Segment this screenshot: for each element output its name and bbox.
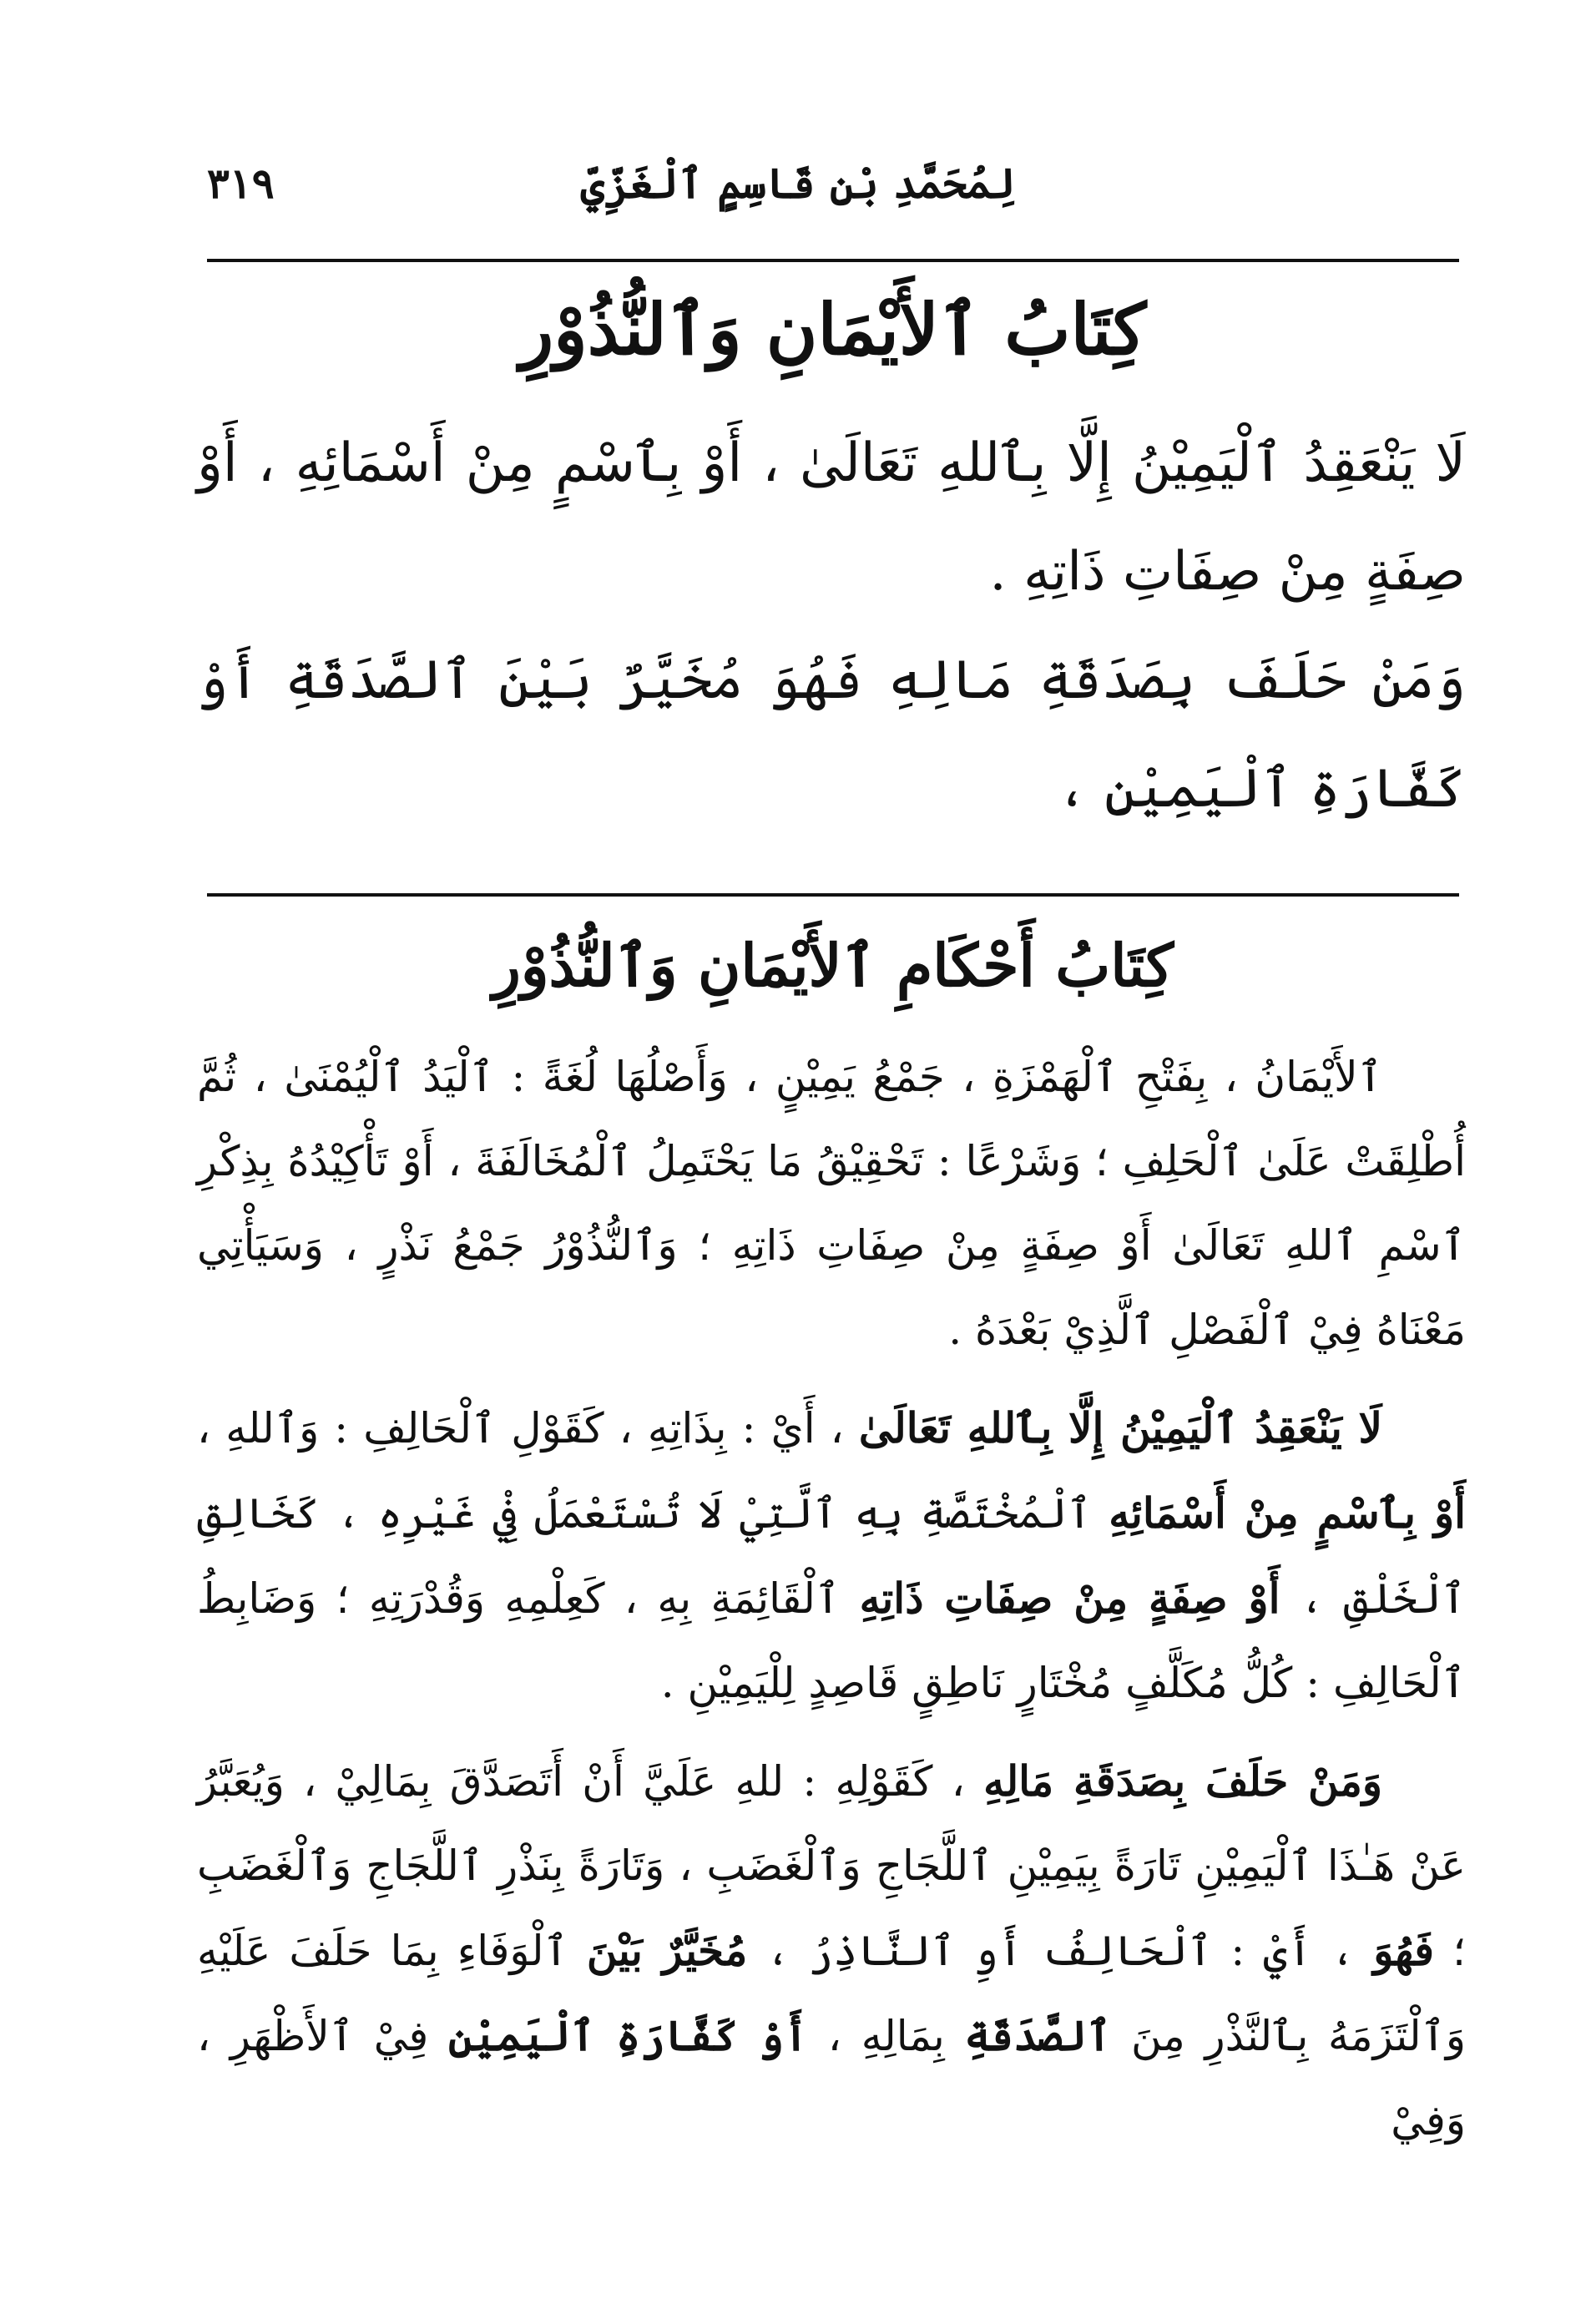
sharh-paragraph <box>197 1386 1466 1725</box>
commentary-text: ٱلْقَائِمَةِ بِهِ ، كَعِلْمِهِ وَقُدْرَتِهِ ؛ وَضَابِطُ ٱلْحَالِفِ : كُلُّ مُكَلَّفٍ مُخْتَارٍ نَاطِقٍ قَاصِدٍ لِلْيَمِيْنِ . <box>197 1574 1466 1707</box>
matn-quote: مُخَيَّرٌ بَيْنَ <box>586 1926 748 1975</box>
running-title: لِمُحَمَّدِ بْنِ قَاسِمٍ ٱلْغَزِّيِّ <box>580 159 1016 208</box>
matn-text-block <box>197 409 1466 843</box>
matn-quote: وَمَنْ حَلَفَ بِصَدَقَةِ مَالِهِ <box>983 1756 1382 1806</box>
matn-quote: أَوْ صِفَةٍ مِنْ صِفَاتِ ذَاتِهِ <box>859 1574 1280 1623</box>
commentary-text: فِيْ ٱلأَظْهَرِ ، وَفِيْ <box>197 2012 1466 2145</box>
matn-paragraph: وَمَنْ حَلَفَ بِصَدَقَةِ مَالِهِ فَهُوَ مُخَيَّرٌ بَيْنَ ٱلصَّدَقَةِ أَوْ كَفَّارَةِ ٱلْيَمِيْنِ ، <box>197 649 1466 820</box>
matn-quote: أَوْ بِٱسْمٍ مِنْ أَسْمَائِهِ <box>1109 1488 1466 1538</box>
commentary-text: ، أَيْ : ٱلْحَالِفُ أَوِ ٱلنَّاذِرُ ، <box>747 1927 1374 1975</box>
commentary-text: بِمَالِهِ ، <box>808 2012 965 2060</box>
matn-quote: فَهُوَ <box>1373 1926 1435 1975</box>
commentary-text: ٱلْوَفَاءِ بِمَا حَلَفَ عَلَيْهِ وَٱلْتَزَمَهُ بِٱلنَّذْرِ مِنَ <box>197 1927 1466 2060</box>
commentary-text: ، أَيْ : بِذَاتِهِ ، كَقَوْلِ ٱلْحَالِفِ : وَٱللهِ ، <box>197 1404 859 1453</box>
matn-quote: لَا يَنْعَقِدُ ٱلْيَمِيْنُ إِلَّا بِٱللهِ تَعَالَىٰ <box>858 1403 1382 1453</box>
sharh-paragraph <box>197 1739 1466 2163</box>
matn-quote: أَوْ كَفَّارَةِ ٱلْيَمِيْنِ <box>447 2011 809 2060</box>
page-number: ٣١٩ <box>207 159 275 208</box>
matn-chapter-title: كِتَابُ ٱلأَيْمَانِ وَٱلنُّذُوْرِ <box>519 288 1147 371</box>
header-divider <box>207 259 1459 262</box>
sharh-paragraph: ٱلأَيْمَانُ ، بِفَتْحِ ٱلْهَمْزَةِ ، جَمْعُ يَمِيْنٍ ، وَأَصْلُهَا لُغَةً : ٱلْيَدُ ٱلْيُمْنَىٰ ، ثُمَّ أُطْلِقَتْ عَلَىٰ ٱلْحَلِفِ ؛ وَشَرْعًا : تَحْقِيْقُ مَا يَحْتَمِلُ ٱلْمُخَالَفَةَ ، أَوْ تَأْكِيْدُهُ بِذِكْرِ ٱسْمِ ٱللهِ تَعَالَىٰ أَوْ صِفَةٍ مِنْ صِفَاتِ ذَاتِهِ ؛ وَٱلنُّذُوْرُ جَمْعُ نَذْرٍ ، وَسَيَأْتِي مَعْنَاهُ فِيْ ٱلْفَصْلِ ٱلَّذِيْ بَعْدَهُ . <box>197 1053 1466 1354</box>
commentary-text: ، كَقَوْلِهِ : للهِ عَلَيَّ أَنْ أَتَصَدَّقَ بِمَالِيْ ، وَيُعَبَّرُ عَنْ هَـٰذَا ٱلْيَمِيْنِ تَارَةً بِيَمِيْنِ ٱللَّجَاجِ وَٱلْغَضَبِ ، وَتَارَةً بِنَذْرِ ٱللَّجَاجِ وَٱلْغَضَبِ ؛ <box>197 1757 1467 1975</box>
sharh-chapter-title: كِتَابُ أَحْكَامِ ٱلأَيْمَانِ وَٱلنُّذُوْرِ <box>492 931 1174 1000</box>
matn-quote: ٱلصَّدَقَةِ <box>964 2011 1112 2060</box>
commentary-text: ٱلْمُخْتَصَّةِ بِهِ ٱلَّتِيْ لَا تُسْتَعْمَلُ فِيْ غَيْرِهِ ، كَخَالِقِ ٱلْخَلْقِ ، <box>197 1489 1466 1623</box>
page-header <box>207 159 1389 234</box>
section-divider <box>207 893 1459 897</box>
sharh-text-block <box>197 1035 1466 2176</box>
matn-paragraph: لَا يَنْعَقِدُ ٱلْيَمِيْنُ إِلَّا بِٱللهِ تَعَالَىٰ ، أَوْ بِٱسْمٍ مِنْ أَسْمَائِهِ ، أَوْ صِفَةٍ مِنْ صِفَاتِ ذَاتِهِ . <box>197 432 1466 603</box>
